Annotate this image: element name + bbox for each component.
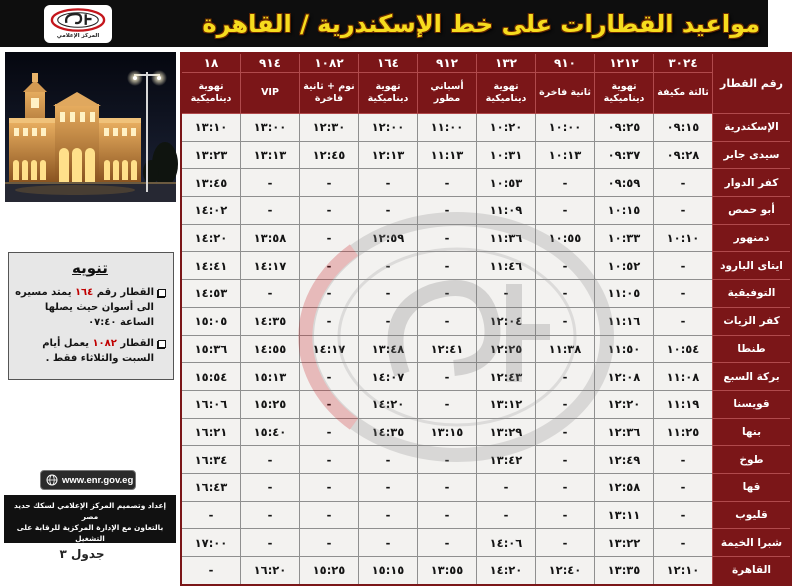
departure-time: ١٣:٤٥ <box>181 169 241 197</box>
departure-time: ١٥:٣٦ <box>181 335 241 363</box>
departure-time: ١٠:٥٥ <box>536 224 595 252</box>
timetable-row <box>181 280 791 308</box>
timetable-row <box>181 501 791 529</box>
departure-time: ٠٩:٢٨ <box>654 141 713 169</box>
departure-time: ١٠:٥٢ <box>595 252 654 280</box>
departure-time: ١٣:٤٢ <box>477 446 536 474</box>
no-stop-cell: - <box>300 169 359 197</box>
timetable-row <box>181 529 791 557</box>
departure-time: ١٠:٠٠ <box>536 114 595 142</box>
no-stop-cell: - <box>241 197 300 225</box>
no-stop-cell: - <box>300 307 359 335</box>
departure-time: ١٣:١٥ <box>418 418 477 446</box>
no-stop-cell: - <box>300 197 359 225</box>
train-class: ثانية فاخرة <box>536 73 595 114</box>
no-stop-cell: - <box>300 418 359 446</box>
departure-time: ١١:٠٩ <box>477 197 536 225</box>
no-stop-cell: - <box>418 280 477 308</box>
departure-time: ١١:٠٥ <box>595 280 654 308</box>
departure-time: ١٠:١٥ <box>595 197 654 225</box>
station-name: دمنهور <box>713 224 792 252</box>
notice-item-text <box>14 285 154 330</box>
no-stop-cell: - <box>654 529 713 557</box>
timetable-row <box>181 363 791 391</box>
departure-time: ١٥:٥٤ <box>181 363 241 391</box>
station-name: قويسنا <box>713 390 792 418</box>
timetable-row <box>181 224 791 252</box>
departure-time: ١٣:١٠ <box>181 114 241 142</box>
notice-text-part: القطار <box>116 338 154 349</box>
departure-time: ١٦:٢١ <box>181 418 241 446</box>
station-photo <box>5 52 176 202</box>
station-name: ايتاى البارود <box>713 252 792 280</box>
table-caption: جدول ٣ <box>59 547 105 561</box>
departure-time: ١١:٤٦ <box>477 252 536 280</box>
no-stop-cell: - <box>654 501 713 529</box>
departure-time: ١٤:٣٥ <box>359 418 418 446</box>
train-class: ثالثة مكيفة <box>654 73 713 114</box>
no-stop-cell: - <box>418 446 477 474</box>
departure-time: ١٢:٤٩ <box>595 446 654 474</box>
website-url: www.enr.gov.eg <box>62 474 134 486</box>
train-number: ١٣٢ <box>477 53 536 73</box>
no-stop-cell: - <box>300 390 359 418</box>
train-class: نوم + ثانية فاخرة <box>300 73 359 114</box>
departure-time: ١٣:٢٣ <box>181 141 241 169</box>
timetable-row <box>181 335 791 363</box>
notice-train-number: ١٠٨٢ <box>92 338 117 349</box>
no-stop-cell: - <box>477 280 536 308</box>
timetable-row <box>181 418 791 446</box>
train-number: ٩١٠ <box>536 53 595 73</box>
train-number-row <box>181 53 791 73</box>
no-stop-cell: - <box>359 473 418 501</box>
timetable-row <box>181 114 791 142</box>
no-stop-cell: - <box>418 252 477 280</box>
no-stop-cell: - <box>654 197 713 225</box>
no-stop-cell: - <box>300 252 359 280</box>
no-stop-cell: - <box>418 307 477 335</box>
no-stop-cell: - <box>536 473 595 501</box>
departure-time: ١٤:١٧ <box>300 335 359 363</box>
checkbox-bullet-icon <box>158 289 166 297</box>
no-stop-cell: - <box>418 197 477 225</box>
station-name: قليوب <box>713 501 792 529</box>
station-name: الإسكندرية <box>713 114 792 142</box>
timetable-body <box>181 114 791 585</box>
no-stop-cell: - <box>654 252 713 280</box>
departure-time: ١٣:٣٥ <box>595 557 654 585</box>
no-stop-cell: - <box>418 169 477 197</box>
departure-time: ٠٩:٣٧ <box>595 141 654 169</box>
no-stop-cell: - <box>418 529 477 557</box>
departure-time: ١٦:٤٣ <box>181 473 241 501</box>
no-stop-cell: - <box>536 501 595 529</box>
notice-item-text <box>14 336 154 366</box>
no-stop-cell: - <box>181 501 241 529</box>
departure-time: ١٢:٤٣ <box>477 363 536 391</box>
departure-time: ١٣:٢٩ <box>477 418 536 446</box>
credit-box <box>4 495 176 543</box>
no-stop-cell: - <box>654 307 713 335</box>
departure-time: ١١:١٦ <box>595 307 654 335</box>
departure-time: ١٣:٠٠ <box>241 114 300 142</box>
timetable-row <box>181 141 791 169</box>
departure-time: ١١:٣٦ <box>477 224 536 252</box>
credit-line: بالتعاون مع الإدارة المركزية للرقابة على التشغيل <box>16 523 164 543</box>
departure-time: ١٥:٢٥ <box>300 557 359 585</box>
departure-time: ١٢:٠٠ <box>359 114 418 142</box>
timetable-row <box>181 390 791 418</box>
notice-train-number: ١٦٤ <box>74 287 94 298</box>
train-number: ١٦٤ <box>359 53 418 73</box>
departure-time: ١٢:٥٩ <box>359 224 418 252</box>
no-stop-cell: - <box>654 446 713 474</box>
no-stop-cell: - <box>536 529 595 557</box>
timetable-row <box>181 557 791 585</box>
departure-time: ١٢:١٣ <box>359 141 418 169</box>
page-title: مواعيد القطارات على خط الإسكندرية / القاهرة <box>202 10 760 38</box>
departure-time: ١٤:٢٠ <box>181 224 241 252</box>
station-name: شبرا الخيمة <box>713 529 792 557</box>
train-class: VIP <box>241 73 300 114</box>
departure-time: ١٤:٠٦ <box>477 529 536 557</box>
departure-time: ١٢:٢٠ <box>595 390 654 418</box>
train-class: تهوية ديناميكية <box>595 73 654 114</box>
train-number: ١٠٨٢ <box>300 53 359 73</box>
departure-time: ٠٩:١٥ <box>654 114 713 142</box>
station-name: كفر الدوار <box>713 169 792 197</box>
timetable-row <box>181 446 791 474</box>
no-stop-cell: - <box>241 446 300 474</box>
station-name: سيدى جابر <box>713 141 792 169</box>
departure-time: ١٤:٣٥ <box>241 307 300 335</box>
departure-time: ١١:٠٨ <box>654 363 713 391</box>
timetable <box>180 52 792 586</box>
departure-time: ١٤:٢٠ <box>477 557 536 585</box>
no-stop-cell: - <box>359 501 418 529</box>
notice-text-part: القطار رقم <box>93 287 154 298</box>
no-stop-cell: - <box>359 529 418 557</box>
no-stop-cell: - <box>536 363 595 391</box>
departure-time: ١٤:٥٣ <box>181 280 241 308</box>
departure-time: ١٢:٤٠ <box>536 557 595 585</box>
departure-time: ١٢:٤٥ <box>300 141 359 169</box>
no-stop-cell: - <box>300 473 359 501</box>
no-stop-cell: - <box>536 280 595 308</box>
no-stop-cell: - <box>300 529 359 557</box>
train-number: ٩١٤ <box>241 53 300 73</box>
departure-time: ١١:٥٠ <box>595 335 654 363</box>
station-name: التوفيقية <box>713 280 792 308</box>
notice-title: تنويه <box>72 259 108 277</box>
departure-time: ١٥:٢٥ <box>241 390 300 418</box>
notice-item <box>14 285 166 330</box>
station-name: طوخ <box>713 446 792 474</box>
departure-time: ١٥:٠٥ <box>181 307 241 335</box>
train-number: ٩١٢ <box>418 53 477 73</box>
departure-time: ١٠:١٣ <box>536 141 595 169</box>
train-number: ٣٠٢٤ <box>654 53 713 73</box>
departure-time: ١٥:١٣ <box>241 363 300 391</box>
departure-time: ١٢:١٠ <box>654 557 713 585</box>
no-stop-cell: - <box>241 529 300 557</box>
departure-time: ١٢:٤١ <box>418 335 477 363</box>
timetable-row <box>181 307 791 335</box>
departure-time: ١٢:٢٥ <box>477 335 536 363</box>
no-stop-cell: - <box>418 224 477 252</box>
departure-time: ٠٩:٢٥ <box>595 114 654 142</box>
enr-logo-emblem <box>49 7 107 33</box>
station-name: طنطا <box>713 335 792 363</box>
departure-time: ١٢:٥٨ <box>595 473 654 501</box>
timetable-row <box>181 197 791 225</box>
departure-time: ١١:٢٥ <box>654 418 713 446</box>
departure-time: ١٠:١٠ <box>654 224 713 252</box>
departure-time: ١١:١٩ <box>654 390 713 418</box>
departure-time: ١٠:٢٠ <box>477 114 536 142</box>
no-stop-cell: - <box>359 197 418 225</box>
no-stop-cell: - <box>359 446 418 474</box>
departure-time: ١٧:٠٠ <box>181 529 241 557</box>
train-class: تهوية ديناميكية <box>181 73 241 114</box>
departure-time: ١٢:٠٤ <box>477 307 536 335</box>
no-stop-cell: - <box>418 363 477 391</box>
timetable-row <box>181 169 791 197</box>
road <box>5 182 176 202</box>
timetable-header <box>181 53 791 114</box>
no-stop-cell: - <box>359 169 418 197</box>
departure-time: ١٣:٥٥ <box>418 557 477 585</box>
title-bar <box>0 0 768 47</box>
departure-time: ١٤:٢٠ <box>359 390 418 418</box>
checkbox-bullet-icon <box>158 340 166 348</box>
no-stop-cell: - <box>536 169 595 197</box>
departure-time: ١٣:٥٨ <box>241 224 300 252</box>
timetable-row <box>181 252 791 280</box>
no-stop-cell: - <box>241 280 300 308</box>
no-stop-cell: - <box>300 501 359 529</box>
departure-time: ١٤:٥٥ <box>241 335 300 363</box>
departure-time: ١٦:٠٦ <box>181 390 241 418</box>
departure-time: ١٦:٣٤ <box>181 446 241 474</box>
departure-time: ١٠:٥٤ <box>654 335 713 363</box>
departure-time: ١٣:٤٨ <box>359 335 418 363</box>
no-stop-cell: - <box>536 307 595 335</box>
no-stop-cell: - <box>536 252 595 280</box>
logo-caption: المركز الإعلامي <box>56 33 100 39</box>
no-stop-cell: - <box>418 501 477 529</box>
station-name: القاهرة <box>713 557 792 585</box>
departure-time: ١٤:٠٢ <box>181 197 241 225</box>
no-stop-cell: - <box>181 557 241 585</box>
no-stop-cell: - <box>300 363 359 391</box>
station-name: بركة السبع <box>713 363 792 391</box>
no-stop-cell: - <box>359 307 418 335</box>
train-number: ١٨ <box>181 53 241 73</box>
no-stop-cell: - <box>654 169 713 197</box>
departure-time: ١٠:٣٣ <box>595 224 654 252</box>
globe-icon <box>46 474 58 486</box>
no-stop-cell: - <box>477 473 536 501</box>
departure-time: ١٠:٣١ <box>477 141 536 169</box>
no-stop-cell: - <box>300 446 359 474</box>
departure-time: ٠٩:٥٩ <box>595 169 654 197</box>
station-name: أبو حمص <box>713 197 792 225</box>
train-number: ١٢١٢ <box>595 53 654 73</box>
no-stop-cell: - <box>477 501 536 529</box>
train-class: أسباني مطور <box>418 73 477 114</box>
departure-time: ١١:٣٨ <box>536 335 595 363</box>
departure-time: ١٣:١١ <box>595 501 654 529</box>
no-stop-cell: - <box>654 473 713 501</box>
departure-time: ١٣:١٢ <box>477 390 536 418</box>
train-class: تهوية ديناميكية <box>359 73 418 114</box>
departure-time: ١٥:٤٠ <box>241 418 300 446</box>
no-stop-cell: - <box>300 224 359 252</box>
no-stop-cell: - <box>359 252 418 280</box>
no-stop-cell: - <box>536 390 595 418</box>
departure-time: ١٢:٠٨ <box>595 363 654 391</box>
departure-time: ١٣:١٣ <box>241 141 300 169</box>
no-stop-cell: - <box>654 280 713 308</box>
train-class: تهوية ديناميكية <box>477 73 536 114</box>
departure-time: ١٣:٢٢ <box>595 529 654 557</box>
departure-time: ١١:١٣ <box>418 141 477 169</box>
timetable-row <box>181 473 791 501</box>
no-stop-cell: - <box>300 280 359 308</box>
no-stop-cell: - <box>536 446 595 474</box>
no-stop-cell: - <box>241 169 300 197</box>
departure-time: ١١:٠٠ <box>418 114 477 142</box>
credit-line: إعداد وتصميم المركز الإعلامي لسكك حديد مصر <box>13 501 167 521</box>
no-stop-cell: - <box>418 473 477 501</box>
station-name: بنها <box>713 418 792 446</box>
notice-item <box>14 336 166 366</box>
no-stop-cell: - <box>536 197 595 225</box>
station-name: قها <box>713 473 792 501</box>
notice-text-part: يمتد مسيره الى أسوان حيث يصلها الساعة ٠٧:٤٠ <box>15 287 154 328</box>
no-stop-cell: - <box>418 390 477 418</box>
station-name: كفر الزيات <box>713 307 792 335</box>
no-stop-cell: - <box>241 501 300 529</box>
no-stop-cell: - <box>241 473 300 501</box>
departure-time: ١٤:٤١ <box>181 252 241 280</box>
no-stop-cell: - <box>359 280 418 308</box>
train-class-row <box>181 73 791 114</box>
notice-box <box>8 252 174 380</box>
departure-time: ١٢:٣٦ <box>595 418 654 446</box>
departure-time: ١٠:٥٣ <box>477 169 536 197</box>
train-number-label: رقم القطار <box>713 53 792 114</box>
departure-time: ١٥:١٥ <box>359 557 418 585</box>
website-badge <box>40 470 136 490</box>
departure-time: ١٢:٣٠ <box>300 114 359 142</box>
departure-time: ١٤:١٧ <box>241 252 300 280</box>
notice-text-part: يعمل أيام السبت والثلاثاء فقط . <box>42 338 154 364</box>
departure-time: ١٤:٠٧ <box>359 363 418 391</box>
no-stop-cell: - <box>536 418 595 446</box>
departure-time: ١٦:٢٠ <box>241 557 300 585</box>
enr-logo <box>44 5 112 43</box>
